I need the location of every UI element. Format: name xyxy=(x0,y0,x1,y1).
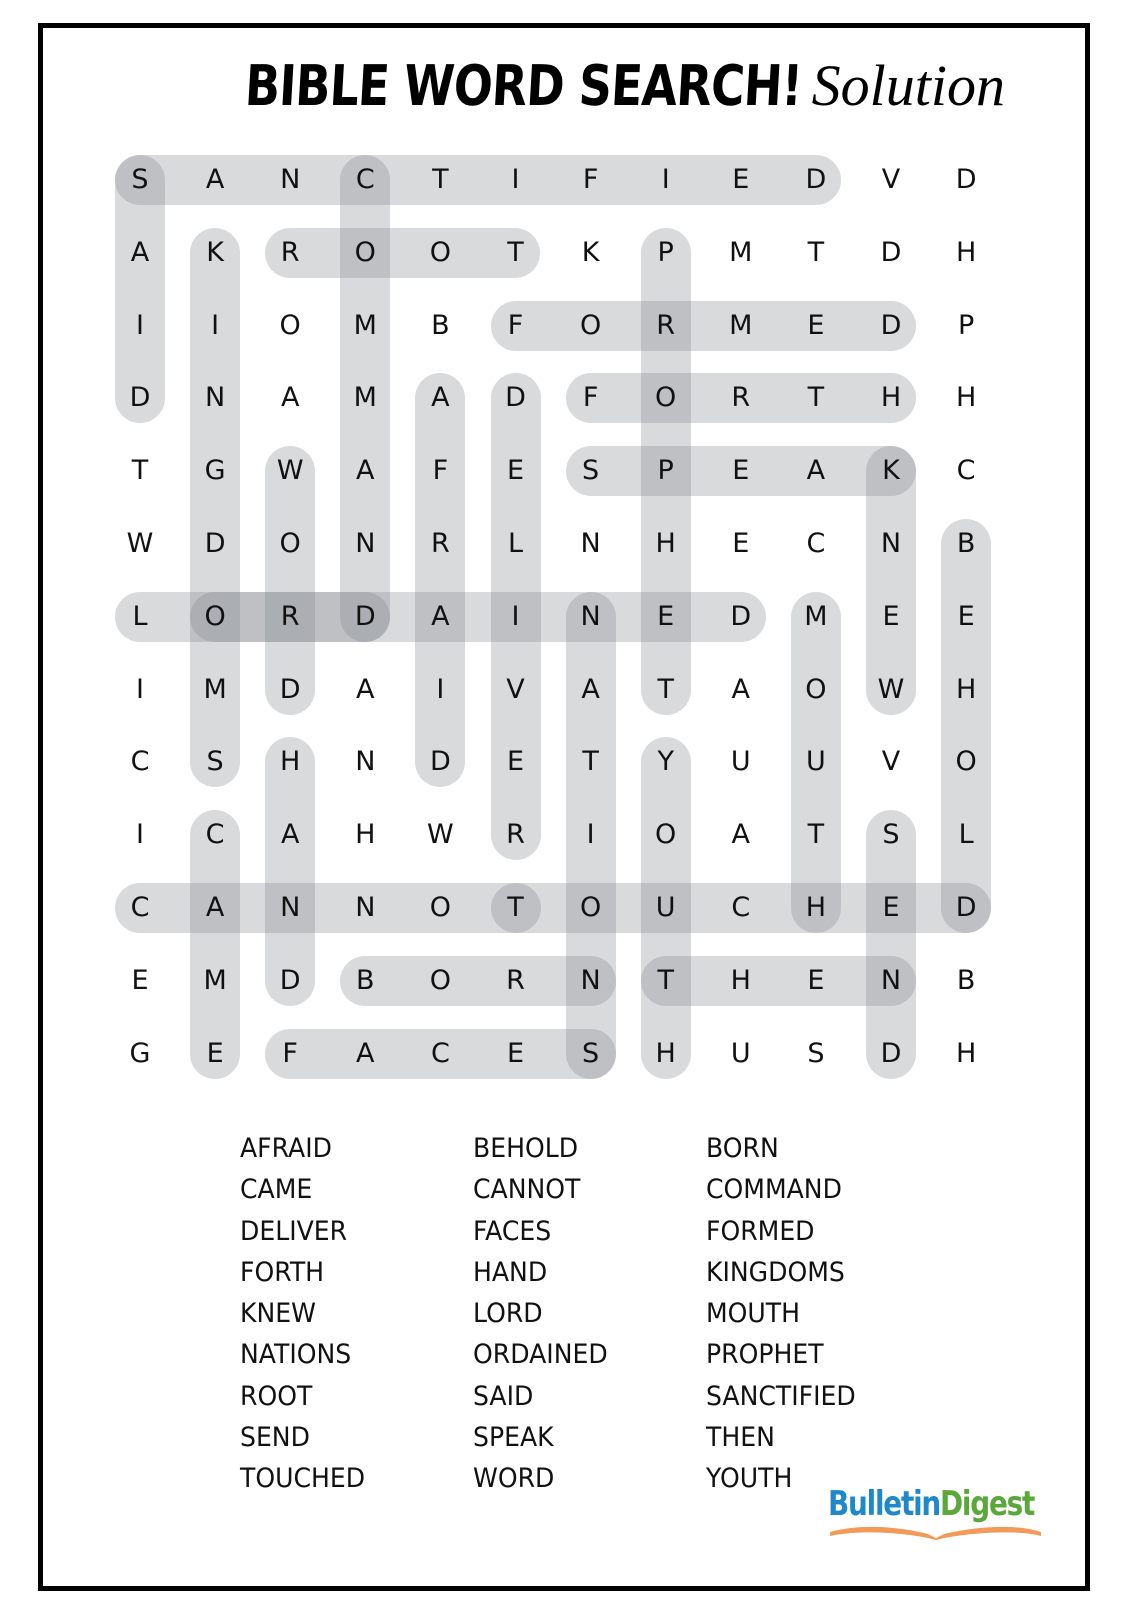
grid-cell: E xyxy=(732,455,750,487)
word-list-item: DELIVER xyxy=(240,1215,348,1247)
grid-cell: B xyxy=(956,528,976,559)
grid-cell: T xyxy=(507,236,524,268)
grid-cell: B xyxy=(356,964,375,996)
word-list-item: PROPHET xyxy=(706,1339,824,1371)
grid-cell: S xyxy=(131,164,149,195)
bulletin-digest-logo xyxy=(828,1484,1043,1540)
word-list-item: KNEW xyxy=(240,1298,316,1330)
grid-cell: N xyxy=(204,382,226,414)
title-main: BIBLE WORD SEARCH! xyxy=(243,54,804,119)
grid-cell: G xyxy=(129,1037,151,1069)
grid-cell: W xyxy=(276,455,304,487)
grid-cell: D xyxy=(880,309,902,341)
grid-cell: E xyxy=(131,964,149,996)
grid-cell: I xyxy=(586,819,595,851)
grid-cell: B xyxy=(431,309,450,341)
grid-cell: O xyxy=(279,309,301,341)
highlight-behold xyxy=(941,519,991,933)
grid-cell: P xyxy=(657,455,674,487)
highlight-afraid xyxy=(415,373,465,787)
grid-cell: V xyxy=(881,164,901,195)
grid-cell: N xyxy=(280,892,301,923)
word-list-item: BORN xyxy=(706,1133,779,1164)
grid-cell: I xyxy=(511,164,520,195)
grid-cell: D xyxy=(505,382,526,414)
grid-cell: F xyxy=(582,382,599,414)
grid-cell: A xyxy=(356,1037,375,1069)
grid-cell: T xyxy=(807,819,825,851)
grid-cell: P xyxy=(657,236,674,268)
grid-cell: E xyxy=(807,964,825,996)
title-solution: Solution xyxy=(811,53,1005,118)
grid-cell: O xyxy=(655,382,677,414)
word-list-item: ORDAINED xyxy=(473,1339,608,1371)
grid-cell: O xyxy=(579,309,602,341)
grid-cell: N xyxy=(355,892,376,923)
grid-cell: R xyxy=(656,309,676,341)
grid-cell: I xyxy=(511,600,520,632)
grid-cell: H xyxy=(655,528,676,559)
grid-cell: O xyxy=(279,528,301,559)
grid-cell: K xyxy=(206,236,224,268)
grid-cell: F xyxy=(507,309,524,341)
grid-cell: H xyxy=(880,382,902,414)
grid-cell: A xyxy=(731,819,751,851)
grid-cell: I xyxy=(211,309,220,341)
grid-cell: F xyxy=(582,164,599,195)
grid-cell: Y xyxy=(657,746,674,778)
word-list-column xyxy=(706,1128,867,1500)
grid-cell: R xyxy=(280,236,300,268)
word-list-item: FORMED xyxy=(706,1215,815,1247)
grid-cell: A xyxy=(806,455,826,487)
grid-cell: O xyxy=(429,236,452,268)
grid-cell: E xyxy=(506,455,525,487)
grid-cell: L xyxy=(507,528,524,559)
grid-cell: R xyxy=(731,382,751,414)
grid-cell: T xyxy=(657,964,674,996)
grid-cell: R xyxy=(431,528,450,559)
grid-cell: H xyxy=(955,1037,977,1069)
grid-cell: T xyxy=(507,892,524,923)
grid-cell: U xyxy=(730,1037,751,1069)
grid-cell: D xyxy=(279,964,301,996)
highlight-formed xyxy=(491,301,917,351)
grid-cell: A xyxy=(205,164,225,195)
grid-cell: C xyxy=(355,164,375,195)
word-list-item: CAME xyxy=(240,1174,313,1206)
word-list-item: KINGDOMS xyxy=(706,1256,845,1288)
grid-cell: A xyxy=(356,673,375,705)
grid-cell: O xyxy=(655,819,677,851)
grid-cell: A xyxy=(205,892,225,923)
grid-cell: S xyxy=(206,746,224,778)
grid-cell: A xyxy=(280,382,300,414)
grid-cell: K xyxy=(581,236,600,268)
grid-cell: A xyxy=(731,673,751,705)
grid-cell: W xyxy=(877,673,905,705)
grid-cell: E xyxy=(732,164,750,195)
grid-cell: S xyxy=(582,1037,600,1069)
grid-cell: I xyxy=(136,673,144,705)
word-list-item: BEHOLD xyxy=(473,1133,579,1164)
grid-cell: M xyxy=(804,600,828,632)
word-list-item: SAID xyxy=(473,1380,534,1412)
grid-cell: W xyxy=(427,819,454,851)
open-book-icon xyxy=(828,1522,1043,1540)
grid-cell: D xyxy=(279,673,301,705)
grid-cell: H xyxy=(955,382,977,414)
grid-cell: E xyxy=(882,600,900,632)
grid-cell: I xyxy=(436,673,445,705)
grid-cell: S xyxy=(882,819,900,851)
grid-cell: C xyxy=(130,746,150,778)
grid-cell: H xyxy=(955,673,977,705)
grid-cell: T xyxy=(582,746,599,778)
word-list-item: YOUTH xyxy=(706,1463,793,1495)
grid-cell: C xyxy=(806,528,826,559)
grid-cell: D xyxy=(429,746,451,778)
grid-cell: D xyxy=(805,164,827,195)
grid-cell: N xyxy=(355,746,376,778)
grid-cell: A xyxy=(581,673,600,705)
highlight-cannot xyxy=(115,883,541,933)
word-list-item: TOUCHED xyxy=(240,1463,366,1495)
grid-cell: W xyxy=(126,528,154,559)
grid-cell: A xyxy=(280,819,300,851)
grid-cell: O xyxy=(204,600,226,632)
grid-cell: H xyxy=(355,819,376,851)
word-list-item: ROOT xyxy=(240,1380,313,1412)
grid-cell: I xyxy=(661,164,670,195)
grid-cell: E xyxy=(957,600,975,632)
grid-cell: G xyxy=(204,455,226,487)
grid-cell: O xyxy=(955,746,977,778)
grid-cell: C xyxy=(205,819,225,851)
grid-cell: R xyxy=(506,964,525,996)
grid-cell: C xyxy=(956,455,976,487)
grid-cell: T xyxy=(807,382,825,414)
grid-cell: R xyxy=(280,600,300,632)
grid-cell: D xyxy=(129,382,151,414)
grid-cell: B xyxy=(956,964,976,996)
grid-cell: D xyxy=(354,600,376,632)
grid-cell: N xyxy=(280,164,301,195)
grid-cell: N xyxy=(580,964,601,996)
grid-cell: N xyxy=(880,528,902,559)
word-list-item: LORD xyxy=(473,1298,543,1330)
grid-cell: E xyxy=(506,746,525,778)
grid-cell: E xyxy=(506,1037,525,1069)
grid-cell: E xyxy=(206,1037,224,1069)
grid-cell: L xyxy=(132,600,148,632)
grid-cell: A xyxy=(431,600,450,632)
grid-cell: H xyxy=(655,1037,676,1069)
grid-cell: D xyxy=(955,164,977,195)
grid-cell: A xyxy=(431,382,450,414)
grid-cell: E xyxy=(882,892,900,923)
logo-bulletin: Bulletin xyxy=(828,1484,941,1524)
grid-cell: K xyxy=(882,455,900,487)
word-list-column xyxy=(240,1128,375,1500)
word-list-item: AFRAID xyxy=(240,1133,332,1164)
grid-cell: N xyxy=(580,528,601,559)
grid-cell: D xyxy=(955,892,977,923)
grid-cell: S xyxy=(807,1037,825,1069)
logo-digest: Digest xyxy=(940,1484,1035,1524)
word-list-item: WORD xyxy=(473,1463,555,1495)
word-list-item: COMMAND xyxy=(706,1174,842,1206)
grid-cell: U xyxy=(655,892,676,923)
grid-cell: M xyxy=(203,673,227,705)
word-list-item: MOUTH xyxy=(706,1298,801,1330)
grid-cell: O xyxy=(429,964,452,996)
grid-cell: U xyxy=(730,746,751,778)
grid-cell: O xyxy=(354,236,376,268)
grid-cell: I xyxy=(136,309,144,341)
grid-cell: T xyxy=(807,236,825,268)
word-list-item: SPEAK xyxy=(473,1422,554,1454)
grid-cell: C xyxy=(130,892,150,923)
grid-cell: F xyxy=(432,455,449,487)
grid-cell: M xyxy=(729,309,753,341)
grid-cell: A xyxy=(130,236,150,268)
grid-cell: V xyxy=(881,746,901,778)
word-list-item: SEND xyxy=(240,1422,310,1454)
grid-cell: D xyxy=(204,528,226,559)
grid-cell: E xyxy=(657,600,675,632)
grid-cell: D xyxy=(730,600,752,632)
grid-cell: C xyxy=(731,892,751,923)
grid-cell: M xyxy=(203,964,227,996)
grid-cell: H xyxy=(280,746,301,778)
grid-cell: C xyxy=(430,1037,450,1069)
word-list-item: FACES xyxy=(473,1215,552,1247)
grid-cell: U xyxy=(806,746,826,778)
word-list-item: SANCTIFIED xyxy=(706,1380,856,1412)
grid-cell: L xyxy=(958,819,974,851)
word-list-item: NATIONS xyxy=(240,1339,352,1371)
grid-cell: O xyxy=(429,892,452,923)
word-list-column xyxy=(473,1128,618,1500)
grid-cell: M xyxy=(353,309,377,341)
grid-cell: H xyxy=(955,236,977,268)
grid-cell: H xyxy=(805,892,827,923)
grid-cell: N xyxy=(880,964,902,996)
grid-cell: S xyxy=(582,455,600,487)
word-list-item: HAND xyxy=(473,1256,548,1288)
grid-cell: N xyxy=(355,528,376,559)
grid-cell: D xyxy=(880,1037,902,1069)
grid-cell: I xyxy=(136,819,144,851)
word-list-item: FORTH xyxy=(240,1256,325,1288)
grid-cell: V xyxy=(506,673,525,705)
grid-cell: H xyxy=(730,964,751,996)
grid-cell: T xyxy=(131,455,149,487)
grid-cell: M xyxy=(353,382,377,414)
grid-cell: M xyxy=(729,236,753,268)
grid-cell: P xyxy=(957,309,975,341)
grid-cell: F xyxy=(282,1037,298,1069)
word-list-item: THEN xyxy=(706,1422,775,1454)
grid-cell: O xyxy=(805,673,827,705)
grid-cell: T xyxy=(657,673,674,705)
grid-cell: O xyxy=(579,892,602,923)
grid-cell: E xyxy=(807,309,825,341)
grid-cell: D xyxy=(880,236,902,268)
grid-cell: E xyxy=(732,528,750,559)
grid-cell: T xyxy=(432,164,449,195)
grid-cell: N xyxy=(580,600,601,632)
grid-cell: R xyxy=(506,819,525,851)
word-list-item: CANNOT xyxy=(473,1174,581,1206)
grid-cell: A xyxy=(356,455,375,487)
